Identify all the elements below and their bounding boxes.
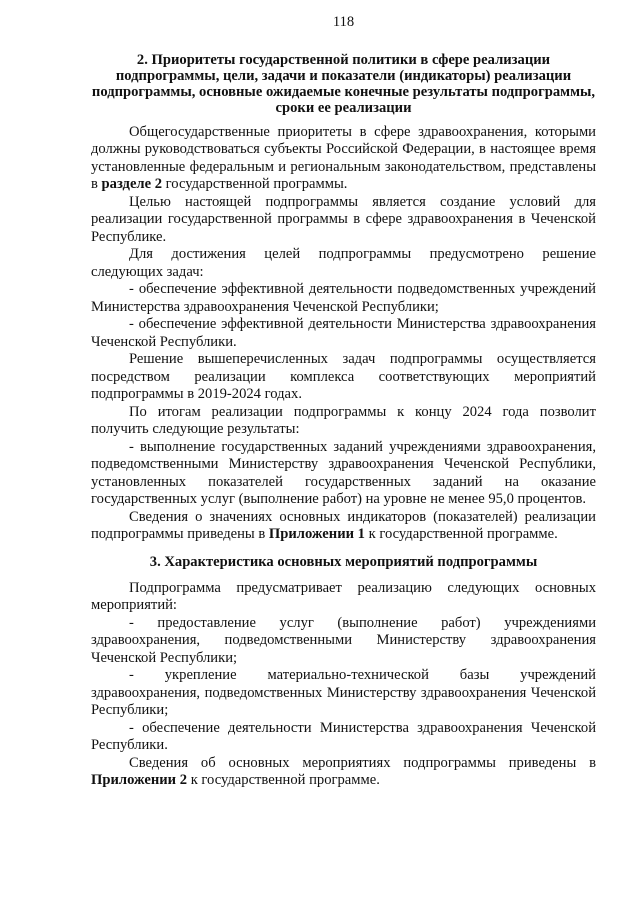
paragraph-indicators-reference [91,509,596,544]
list-item-activity-3: - обеспечение деятельности Министерства здравоохранения Чеченской Республики. [91,719,596,753]
list-item-task-2: - обеспечение эффективной деятельности Министерства здравоохранения Чеченской Республики. [91,316,596,350]
text: Сведения о значениях основных индикаторов (показателей) реализации подпрограммы приведены в [91,508,596,542]
text: к государственной программе. [364,526,558,542]
paragraph-priorities [91,124,596,194]
section-3-heading: 3. Характеристика основных мероприятий подпрограммы [149,553,538,570]
paragraph-activities-reference [91,755,596,790]
text: к государственной программе. [187,772,380,788]
text: государственной программы. [162,176,348,192]
paragraph-goal: Целью настоящей подпрограммы является создание условий для реализации государственной программы в сфере здравоохранения в Чеченской Республике. [91,193,596,245]
bold-reference: разделе 2 [101,176,163,192]
paragraph-tasks-intro: Для достижения целей подпрограммы предусмотрено решение следующих задач: [91,246,596,280]
paragraph-results-intro: По итогам реализации подпрограммы к концу 2024 года позволит получить следующие результаты: [91,403,596,437]
list-item-activity-1: - предоставление услуг (выполнение работ) учреждениями здравоохранения, подведомственными Министерству здравоохранения Чеченской Республики; [91,614,596,666]
bold-reference: Приложении 2 [91,772,188,788]
text: Сведения об основных мероприятиях подпрограммы приведены в [129,754,596,771]
paragraph-activities-intro: Подпрограмма предусматривает реализацию следующих основных мероприятий: [91,579,596,613]
section-2-heading: 2. Приоритеты государственной политики в сфере реализации подпрограммы, цели, задачи и показатели (индикаторы) реализации подпрограммы, основные ожидаемые конечные результаты подпрограммы, сроки ее реализации [91,51,596,116]
paragraph-implementation: Решение вышеперечисленных задач подпрограммы осуществляется посредством реализации комплекса соответствующих мероприятий подпрограммы в 2019-2024 годах. [91,351,596,402]
bold-reference: Приложении 1 [268,526,365,542]
text: Общегосударственные приоритеты в сфере здравоохранения, которыми должны руководствоваться субъекты Российской Федерации, в настоящее время установленные федеральным и региональным законодательством, представлены в [91,123,596,192]
list-item-activity-2: - укрепление материально-технической базы учреждений здравоохранения, подведомственных Министерству здравоохранения Чеченской Республики; [91,667,596,718]
list-item-result-1: - выполнение государственных заданий учреждениями здравоохранения, подведомственными Министерству здравоохранения Чеченской Республики, установленных показателей государственных заданий на оказание государственных услуг (выполнение работ) на уровне не менее 95,0 процентов. [91,438,596,507]
list-item-task-1: - обеспечение эффективной деятельности подведомственных учреждений Министерства здравоохранения Чеченской Республики; [91,281,596,315]
page-number: 118 [332,14,355,30]
